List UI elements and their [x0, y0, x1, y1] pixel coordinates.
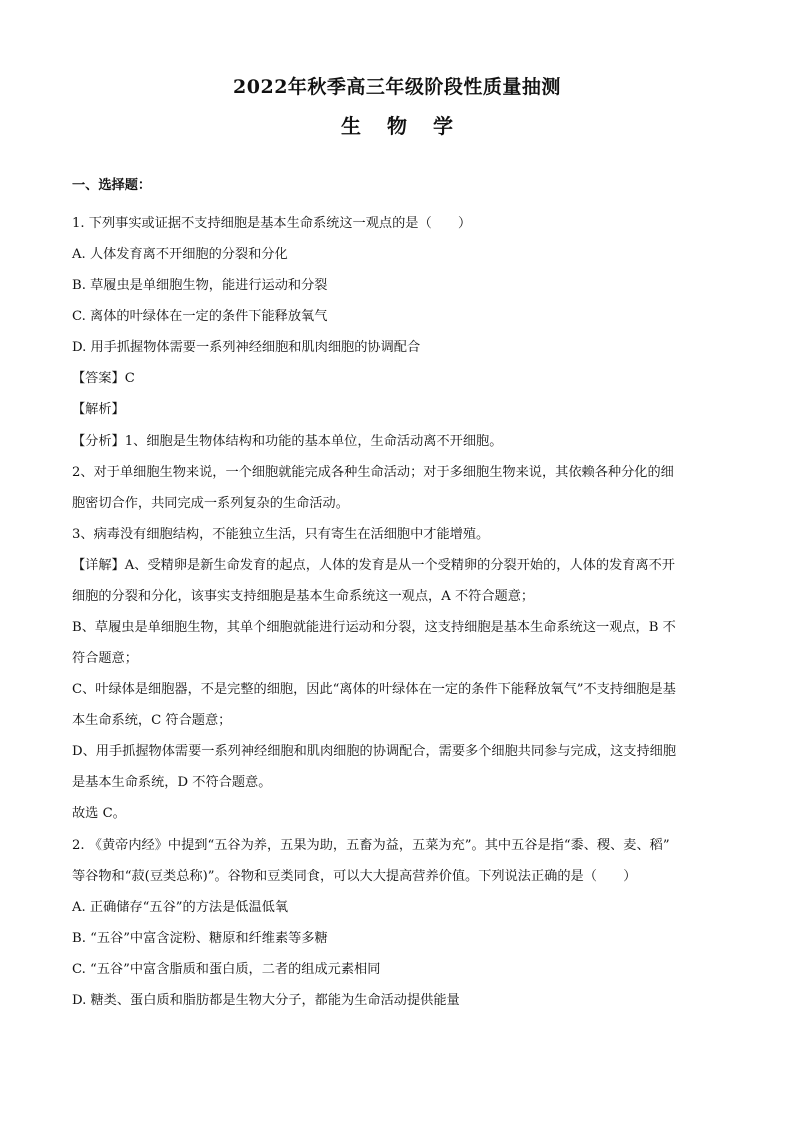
question-2-stem-line-2: 等谷物和“菽(豆类总称)”。谷物和豆类同食，可以大大提高营养价值。下列说法正确的是（ ）: [72, 869, 637, 884]
detail-line-6: 本生命系统，C 符合题意；: [72, 713, 232, 728]
analysis-line-3: 胞密切合作，共同完成一系列复杂的生命活动。: [72, 496, 349, 511]
question-2-option-c: C. “五谷”中富含脂质和蛋白质，二者的组成元素相同: [72, 962, 381, 977]
question-2-stem-line-1: 2. 《黄帝内经》中提到“五谷为养，五果为助，五畜为益，五菜为充”。其中五谷是指“黍、稷、麦、稻”: [72, 838, 670, 853]
final-choice: 故选 C。: [72, 806, 126, 821]
question-1-option-b: B. 草履虫是单细胞生物，能进行运动和分裂: [72, 278, 328, 293]
detail-line-1: 【详解】A、受精卵是新生命发育的起点，人体的发育是从一个受精卵的分裂开始的，人体的发育离不开: [72, 558, 675, 573]
question-2-option-b: B. “五谷”中富含淀粉、糖原和纤维素等多糖: [72, 931, 328, 946]
explanation-label: 【解析】: [72, 402, 125, 417]
question-2-option-d: D. 糖类、蛋白质和脂肪都是生物大分子，都能为生命活动提供能量: [72, 993, 460, 1008]
detail-line-2: 细胞的分裂和分化，该事实支持细胞是基本生命系统这一观点，A 不符合题意；: [72, 589, 535, 604]
question-1-option-a: A. 人体发育离不开细胞的分裂和分化: [72, 247, 288, 262]
detail-line-7: D、用手抓握物体需要一系列神经细胞和肌肉细胞的协调配合，需要多个细胞共同参与完成，这支持细胞: [72, 744, 677, 759]
section-heading: 一、选择题：: [72, 178, 152, 193]
analysis-line-4: 3、病毒没有细胞结构，不能独立生活，只有寄生在活细胞中才能增殖。: [72, 527, 490, 542]
page-title: 2022年秋季高三年级阶段性质量抽测: [233, 76, 561, 98]
detail-line-4: 符合题意；: [72, 651, 138, 666]
analysis-line-2: 2、对于单细胞生物来说，一个细胞就能完成各种生命活动；对于多细胞生物来说，其依赖各种分化的细: [72, 465, 674, 480]
answer-label: 【答案】C: [72, 371, 135, 386]
question-1-option-c: C. 离体的叶绿体在一定的条件下能释放氧气: [72, 309, 328, 324]
detail-line-5: C、叶绿体是细胞器，不是完整的细胞，因此“离体的叶绿体在一定的条件下能释放氧气”不支持细胞是基: [72, 682, 676, 697]
question-2-option-a: A. 正确储存“五谷”的方法是低温低氧: [72, 900, 289, 915]
question-1-option-d: D. 用手抓握物体需要一系列神经细胞和肌肉细胞的协调配合: [72, 340, 421, 355]
detail-line-3: B、草履虫是单细胞生物，其单个细胞就能进行运动和分裂，这支持细胞是基本生命系统这一观点，B 不: [72, 620, 676, 635]
subject-title: 生物学: [341, 114, 479, 138]
analysis-line-1: 【分析】1、细胞是生物体结构和功能的基本单位，生命活动离不开细胞。: [72, 434, 503, 449]
question-1-stem: 1. 下列事实或证据不支持细胞是基本生命系统这一观点的是（ ）: [72, 216, 472, 231]
detail-line-8: 是基本生命系统，D 不符合题意。: [72, 775, 272, 790]
